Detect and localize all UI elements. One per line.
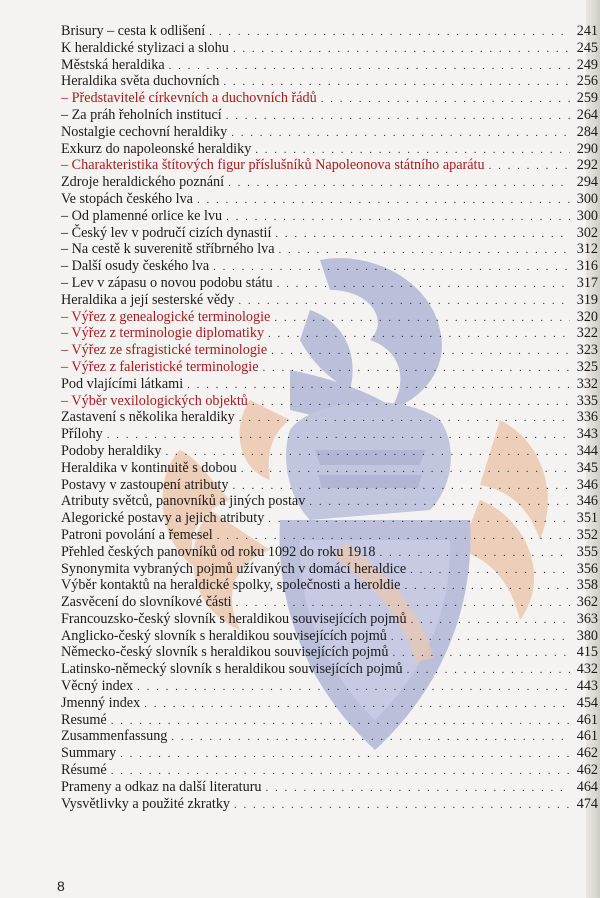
toc-entry-page: 462	[576, 745, 598, 762]
toc-entry-title: Nostalgie cechovní heraldiky	[61, 123, 228, 140]
toc-entry-page: 358	[576, 577, 598, 594]
toc-entry-page: 454	[576, 694, 598, 711]
toc-leader-dots	[392, 645, 570, 662]
toc-entry-page: 352	[576, 526, 598, 543]
toc-entry[interactable]	[61, 124, 598, 141]
toc-entry-page: 317	[576, 274, 598, 291]
toc-leader-dots	[410, 562, 570, 579]
toc-entry-title: Resumé	[61, 711, 107, 728]
toc-entry-page: 292	[576, 157, 598, 174]
toc-entry-title: Přehled českých panovníků od roku 1092 do roku 1918	[61, 543, 376, 560]
toc-leader-dots	[309, 494, 570, 511]
toc-entry[interactable]	[61, 644, 598, 661]
toc-entry-title: Patroni povolání a řemesel	[61, 526, 213, 543]
toc-entry-title: – Za práh řeholních institucí	[61, 106, 222, 123]
toc-entry-page: 259	[576, 90, 598, 107]
toc-entry-title: Přílohy	[61, 426, 103, 443]
toc-leader-dots	[111, 763, 570, 780]
toc-entry[interactable]	[61, 728, 598, 745]
toc-leader-dots	[232, 478, 570, 495]
toc-entry-page: 461	[576, 711, 598, 728]
toc-entry[interactable]	[61, 292, 598, 309]
toc-leader-dots	[233, 41, 570, 58]
toc-entry[interactable]	[61, 191, 598, 208]
toc-entry-page: 294	[576, 174, 598, 191]
toc-entry-title: Ve stopách českého lva	[61, 190, 193, 207]
toc-entry-page: 249	[576, 56, 598, 73]
toc-leader-dots	[238, 293, 570, 310]
toc-entry[interactable]	[61, 510, 598, 527]
toc-entry-title: Pod vlajícími látkami	[61, 375, 184, 392]
toc-entry[interactable]	[61, 107, 598, 124]
toc-leader-dots	[241, 461, 570, 478]
toc-entry[interactable]	[61, 561, 598, 578]
toc-entry-title: Výběr kontaktů na heraldické spolky, společnosti a heroldie	[61, 577, 401, 594]
toc-entry-title: – Lev v zápasu o novou podobu státu	[61, 274, 273, 291]
toc-leader-dots	[223, 74, 570, 91]
toc-entry[interactable]	[61, 712, 598, 729]
toc-leader-dots	[228, 175, 570, 192]
toc-entry[interactable]	[61, 577, 598, 594]
toc-entry-title: – Na cestě k suverenitě stříbrného lva	[61, 241, 275, 258]
toc-entry-page: 312	[576, 241, 598, 258]
toc-entry-title: Postavy v zastoupení atributy	[61, 476, 229, 493]
toc-leader-dots	[391, 629, 570, 646]
toc-entry-title: Zdroje heraldického poznání	[61, 174, 225, 191]
toc-leader-dots	[271, 343, 570, 360]
toc-entry-page: 356	[576, 560, 598, 577]
toc-entry-title: Jmenný index	[61, 694, 141, 711]
toc-entry-title: Městská heraldika	[61, 56, 165, 73]
toc-entry-title: – Charakteristika štítových figur příslušníků Napoleonova státního aparátu	[61, 157, 485, 174]
toc-entry-title: Prameny a odkaz na další literaturu	[61, 778, 262, 795]
toc-leader-dots	[239, 410, 570, 427]
toc-entry[interactable]	[61, 477, 598, 494]
toc-entry-page: 461	[576, 728, 598, 745]
toc-leader-dots	[213, 259, 570, 276]
toc-entry[interactable]	[61, 594, 598, 611]
toc-entry[interactable]	[61, 174, 598, 191]
toc-entry-page: 325	[576, 358, 598, 375]
toc-entry[interactable]	[61, 275, 598, 292]
toc-entry-title: – Představitelé církevních a duchovních řádů	[61, 90, 317, 107]
toc-entry-title: – Český lev v područí cizích dynastií	[61, 224, 272, 241]
toc-entry-title: – Od plamenné orlice ke lvu	[61, 207, 223, 224]
toc-entry-page: 256	[576, 73, 598, 90]
toc-entry-title: – Výřez ze sfragistické terminologie	[61, 342, 268, 359]
toc-entry-page: 316	[576, 258, 598, 275]
toc-entry-title: Vysvětlivky a použité zkratky	[61, 795, 231, 812]
toc-entry-title: Věcný index	[61, 678, 134, 695]
toc-entry-title: Zastavení s několika heraldiky	[61, 409, 235, 426]
toc-leader-dots	[234, 797, 570, 814]
toc-entry-page: 335	[576, 392, 598, 409]
toc-entry[interactable]	[61, 796, 598, 813]
toc-leader-dots	[321, 91, 570, 108]
page-number: 8	[57, 878, 65, 894]
toc-entry[interactable]	[61, 90, 598, 107]
toc-entry-page: 415	[576, 644, 598, 661]
toc-entry-page: 351	[576, 510, 598, 527]
toc-entry-title: Zusammenfassung	[61, 728, 168, 745]
toc-entry-page: 245	[576, 39, 598, 56]
toc-entry-title: Latinsko-německý slovník s heraldikou souvisejících pojmů	[61, 661, 403, 678]
toc-entry[interactable]	[61, 157, 598, 174]
toc-entry[interactable]	[61, 443, 598, 460]
toc-entry-title: Zasvěcení do slovníkové části	[61, 594, 232, 611]
toc-entry[interactable]	[61, 208, 598, 225]
toc-entry-page: 355	[576, 543, 598, 560]
toc-entry-title: Exkurz do napoleonské heraldiky	[61, 140, 252, 157]
toc-entry-page: 343	[576, 426, 598, 443]
toc-entry-title: Alegorické postavy a jejich atributy	[61, 510, 265, 527]
toc-leader-dots	[268, 326, 570, 343]
toc-leader-dots	[217, 528, 570, 545]
toc-entry[interactable]	[61, 325, 598, 342]
toc-leader-dots	[277, 276, 570, 293]
toc-entry[interactable]	[61, 779, 598, 796]
toc-entry-page: 332	[576, 375, 598, 392]
toc-entry-page: 284	[576, 123, 598, 140]
toc-entry-page: 290	[576, 140, 598, 157]
toc-leader-dots	[169, 58, 570, 75]
toc-leader-dots	[275, 226, 570, 243]
toc-entry[interactable]	[61, 661, 598, 678]
toc-leader-dots	[120, 746, 570, 763]
toc-entry-page: 320	[576, 308, 598, 325]
toc-entry-page: 443	[576, 678, 598, 695]
toc-entry-title: Summary	[61, 745, 117, 762]
toc-leader-dots	[255, 142, 570, 159]
toc-entry-page: 322	[576, 325, 598, 342]
toc-entry[interactable]	[61, 73, 598, 90]
toc-leader-dots	[266, 780, 570, 797]
toc-entry[interactable]	[61, 678, 598, 695]
toc-entry[interactable]	[61, 527, 598, 544]
toc-entry-title: Brisury – cesta k odlišení	[61, 23, 206, 39]
toc-leader-dots	[489, 158, 570, 175]
toc-entry-title: K heraldické stylizaci a slohu	[61, 39, 229, 56]
toc-entry-title: Podoby heraldiky	[61, 442, 162, 459]
toc-entry-title: – Výřez z terminologie diplomatiky	[61, 325, 265, 342]
toc-leader-dots	[171, 729, 570, 746]
toc-entry-page: 241	[576, 23, 598, 39]
toc-entry-title: – Výřez z faleristické terminologie	[61, 358, 259, 375]
table-of-contents	[61, 23, 598, 812]
toc-leader-dots	[107, 427, 570, 444]
toc-leader-dots	[404, 578, 570, 595]
toc-entry[interactable]	[61, 23, 598, 40]
toc-leader-dots	[411, 612, 570, 629]
toc-leader-dots	[111, 713, 570, 730]
toc-leader-dots	[263, 360, 571, 377]
toc-entry-page: 462	[576, 762, 598, 779]
toc-entry[interactable]	[61, 393, 598, 410]
toc-leader-dots	[144, 696, 570, 713]
toc-entry[interactable]	[61, 241, 598, 258]
toc-entry-title: Heraldika v kontinuitě s dobou	[61, 459, 237, 476]
toc-leader-dots	[165, 444, 570, 461]
toc-entry-page: 474	[576, 795, 598, 812]
toc-entry[interactable]	[61, 544, 598, 561]
toc-entry[interactable]	[61, 745, 598, 762]
toc-entry[interactable]	[61, 409, 598, 426]
toc-entry-page: 264	[576, 106, 598, 123]
toc-leader-dots	[274, 310, 570, 327]
toc-entry-title: Heraldika a její sesterské vědy	[61, 291, 235, 308]
toc-entry-page: 323	[576, 342, 598, 359]
toc-entry-title: Francouzsko-český slovník s heraldikou souvisejících pojmů	[61, 610, 407, 627]
toc-entry-title: Německo-český slovník s heraldikou souvisejících pojmů	[61, 644, 389, 661]
toc-entry[interactable]	[61, 141, 598, 158]
toc-leader-dots	[407, 662, 570, 679]
toc-entry[interactable]	[61, 258, 598, 275]
toc-entry-title: Heraldika světa duchovních	[61, 73, 220, 90]
toc-leader-dots	[252, 394, 570, 411]
toc-entry[interactable]	[61, 225, 598, 242]
toc-entry-page: 300	[576, 190, 598, 207]
toc-entry[interactable]	[61, 342, 598, 359]
toc-entry-page: 432	[576, 661, 598, 678]
toc-entry[interactable]	[61, 493, 598, 510]
toc-entry-title: – Další osudy českého lva	[61, 258, 210, 275]
toc-entry-title: – Výřez z genealogické terminologie	[61, 308, 271, 325]
toc-entry-title: Résumé	[61, 762, 107, 779]
toc-leader-dots	[379, 545, 570, 562]
toc-entry[interactable]	[61, 426, 598, 443]
toc-entry[interactable]	[61, 762, 598, 779]
toc-leader-dots	[197, 192, 570, 209]
toc-entry[interactable]	[61, 628, 598, 645]
toc-leader-dots	[209, 24, 570, 41]
toc-entry[interactable]	[61, 40, 598, 57]
toc-entry[interactable]	[61, 376, 598, 393]
toc-entry-page: 464	[576, 778, 598, 795]
toc-leader-dots	[187, 377, 570, 394]
toc-entry[interactable]	[61, 460, 598, 477]
toc-entry-page: 380	[576, 627, 598, 644]
toc-entry-page: 345	[576, 459, 598, 476]
toc-leader-dots	[268, 511, 570, 528]
toc-leader-dots	[226, 108, 570, 125]
toc-entry-title: Atributy světců, panovníků a jiných postav	[61, 493, 306, 510]
toc-leader-dots	[279, 242, 570, 259]
toc-entry[interactable]	[61, 57, 598, 74]
toc-entry-page: 302	[576, 224, 598, 241]
toc-leader-dots	[231, 125, 570, 142]
toc-entry-title: Anglicko-český slovník s heraldikou souvisejících pojmů	[61, 627, 387, 644]
toc-entry-page: 319	[576, 291, 598, 308]
toc-leader-dots	[236, 595, 570, 612]
toc-entry-page: 346	[576, 493, 598, 510]
toc-entry-page: 344	[576, 442, 598, 459]
toc-entry[interactable]	[61, 695, 598, 712]
toc-entry[interactable]	[61, 309, 598, 326]
toc-entry-page: 300	[576, 207, 598, 224]
toc-leader-dots	[226, 209, 570, 226]
toc-entry-page: 336	[576, 409, 598, 426]
toc-entry-title: Synonymita vybraných pojmů užívaných v domácí heraldice	[61, 560, 407, 577]
toc-entry-page: 346	[576, 476, 598, 493]
toc-entry-page: 363	[576, 610, 598, 627]
toc-leader-dots	[137, 679, 570, 696]
toc-entry[interactable]	[61, 611, 598, 628]
toc-entry[interactable]	[61, 359, 598, 376]
toc-entry-title: – Výběr vexilologických objektů	[61, 392, 248, 409]
toc-entry-page: 362	[576, 594, 598, 611]
